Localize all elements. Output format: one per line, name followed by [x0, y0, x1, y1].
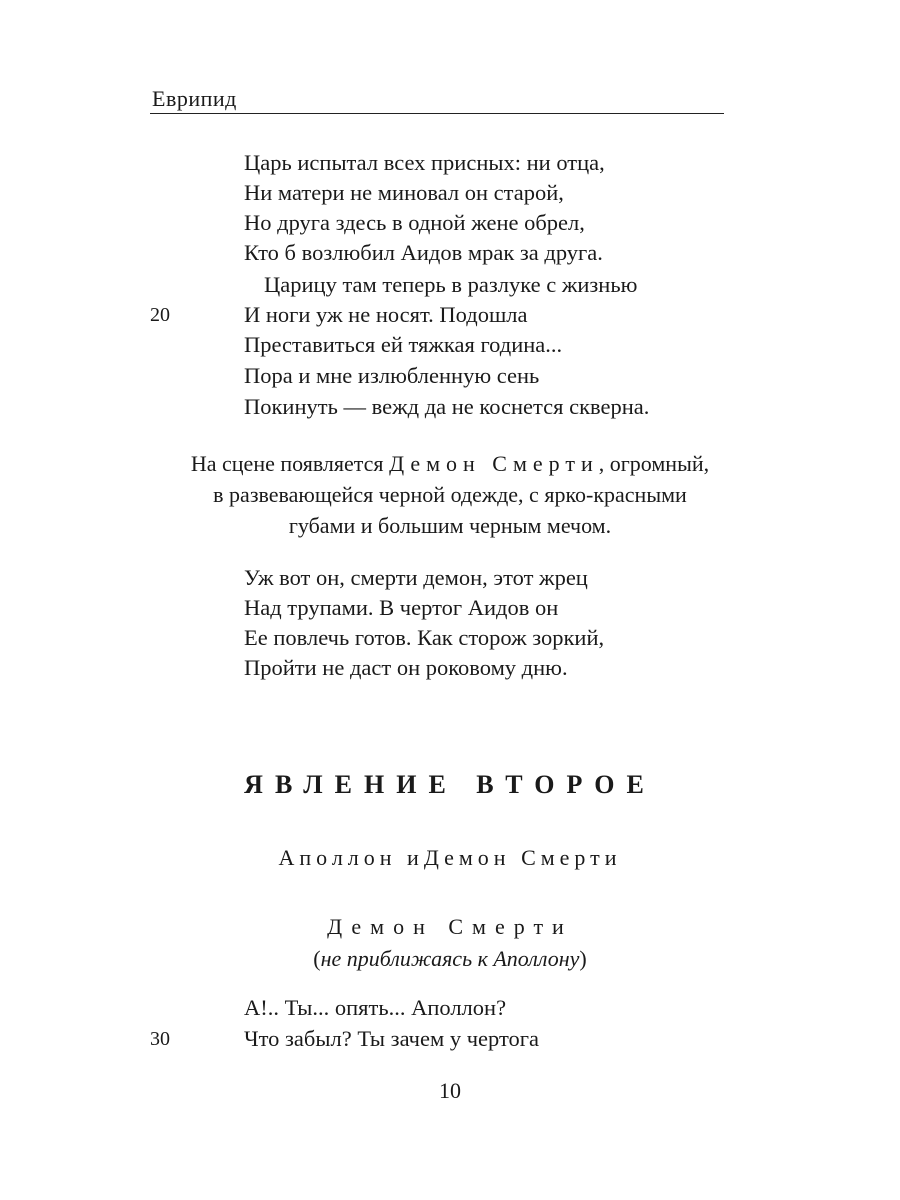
stage-direction-line [120, 448, 780, 479]
line-number: 20 [150, 304, 170, 326]
verse-line: Ее повлечь готов. Как сторож зоркий, [244, 625, 605, 650]
speaker-note: (не приближаясь к Аполлону) [313, 946, 587, 971]
verse-line: Над трупами. В чертог Аидов он [244, 595, 559, 620]
verse-line: Но друга здесь в одной жене обрел, [244, 210, 585, 235]
line-number: 30 [150, 1028, 170, 1050]
page-number: 10 [439, 1078, 461, 1103]
verse-line: Ни матери не миновал он старой, [244, 180, 564, 205]
verse-line: Царь испытал всех присных: ни отца, [244, 150, 605, 175]
verse-line: Преставиться ей тяжкая година... [244, 332, 563, 357]
verse-line: Царицу там теперь в разлуке с жизнью [264, 272, 638, 297]
verse-line: И ноги уж не носят. Подошла [244, 302, 528, 327]
running-head: Еврипид [152, 86, 237, 111]
stage-direction-prefix: На сцене появляется [190, 451, 390, 476]
header-rule [150, 113, 724, 114]
stage-direction-line: в развевающейся черной одежде, с ярко-красными [213, 482, 687, 507]
verse-line: Кто б возлюбил Аидов мрак за друга. [244, 240, 603, 265]
verse-line: Уж вот он, смерти демон, этот жрец [244, 565, 588, 590]
verse-line: Покинуть — вежд да не коснется скверна. [244, 394, 650, 419]
stage-direction-character: Демон Смерти [389, 451, 599, 476]
speaker-name: Демон Смерти [327, 914, 573, 939]
stage-direction-suffix: , огромный, [598, 451, 710, 476]
verse-line: Пора и мне излюбленную сень [244, 363, 540, 388]
verse-line: Что забыл? Ты зачем у чертога [244, 1026, 539, 1051]
verse-line: Пройти не даст он роковому дню. [244, 655, 568, 680]
speaker-note-text: не приближаясь к Аполлону [320, 946, 580, 971]
characters-list: Аполлон иДемон Смерти [278, 845, 622, 870]
verse-line: А!.. Ты... опять... Аполлон? [244, 995, 507, 1020]
stage-direction-line: губами и большим черным мечом. [288, 513, 612, 538]
scene-title: ЯВЛЕНИЕ ВТОРОЕ [244, 770, 656, 799]
